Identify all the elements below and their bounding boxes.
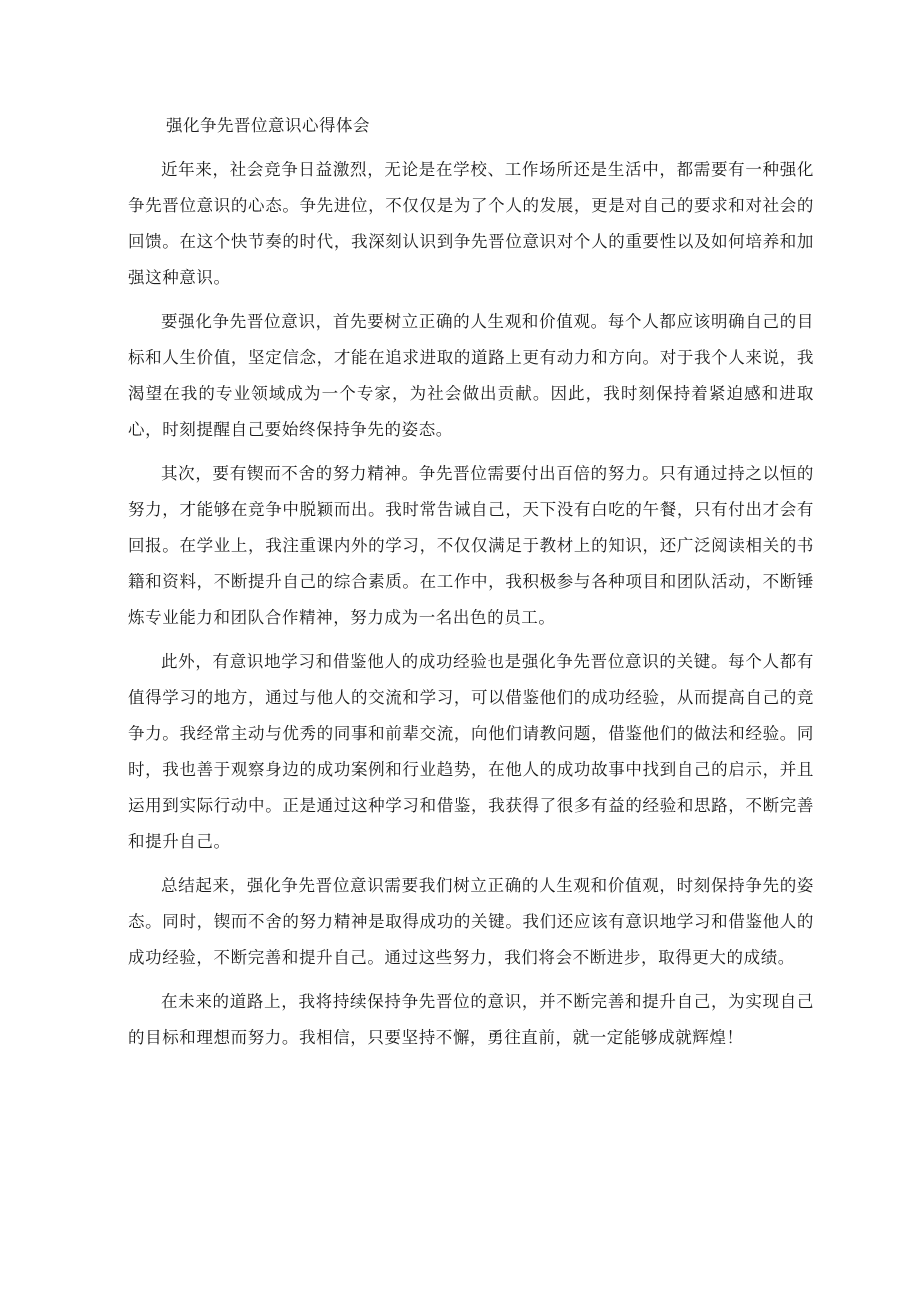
- document-body: [128, 108, 814, 1064]
- paragraph-future: 在未来的道路上，我将持续保持争先晋位的意识，并不断完善和提升自己，为实现自己的目标和理想而努力。我相信，只要坚持不懈，勇往直前，就一定能够成就辉煌！: [128, 992, 814, 1047]
- paragraph-summary: 总结起来，强化争先晋位意识需要我们树立正确的人生观和价值观，时刻保持争先的姿态。同时，锲而不舍的努力精神是取得成功的关键。我们还应该有意识地学习和借鉴他人的成功经验，不断完善和提升自己。通过这些努力，我们将会不断进步，取得更大的成绩。: [128, 876, 814, 967]
- paragraph-effort: 其次，要有锲而不舍的努力精神。争先晋位需要付出百倍的努力。只有通过持之以恒的努力，才能够在竞争中脱颖而出。我时常告诫自己，天下没有白吃的午餐，只有付出才会有回报。在学业上，我注重课内外的学习，不仅仅满足于教材上的知识，还广泛阅读相关的书籍和资料，不断提升自己的综合素质。在工作中，我积极参与各种项目和团队活动，不断锤炼专业能力和团队合作精神，努力成为一名出色的员工。: [128, 464, 814, 627]
- paragraph-values: 要强化争先晋位意识，首先要树立正确的人生观和价值观。每个人都应该明确自己的目标和人生价值，坚定信念，才能在追求进取的道路上更有动力和方向。对于我个人来说，我渴望在我的专业领域成为一个专家，为社会做出贡献。因此，我时刻保持着紧迫感和进取心，时刻提醒自己要始终保持争先的姿态。: [128, 312, 814, 439]
- paragraph-learning: 此外，有意识地学习和借鉴他人的成功经验也是强化争先晋位意识的关键。每个人都有值得学习的地方，通过与他人的交流和学习，可以借鉴他们的成功经验，从而提高自己的竞争力。我经常主动与优秀的同事和前辈交流，向他们请教问题，借鉴他们的做法和经验。同时，我也善于观察身边的成功案例和行业趋势，在他人的成功故事中找到自己的启示，并且运用到实际行动中。正是通过这种学习和借鉴，我获得了很多有益的经验和思路，不断完善和提升自己。: [128, 652, 814, 851]
- paragraph-intro: 近年来，社会竞争日益激烈，无论是在学校、工作场所还是生活中，都需要有一种强化争先晋位意识的心态。争先进位，不仅仅是为了个人的发展，更是对自己的要求和对社会的回馈。在这个快节奏的时代，我深刻认识到争先晋位意识对个人的重要性以及如何培养和加强这种意识。: [128, 160, 814, 287]
- document-title: 强化争先晋位意识心得体会: [166, 116, 370, 135]
